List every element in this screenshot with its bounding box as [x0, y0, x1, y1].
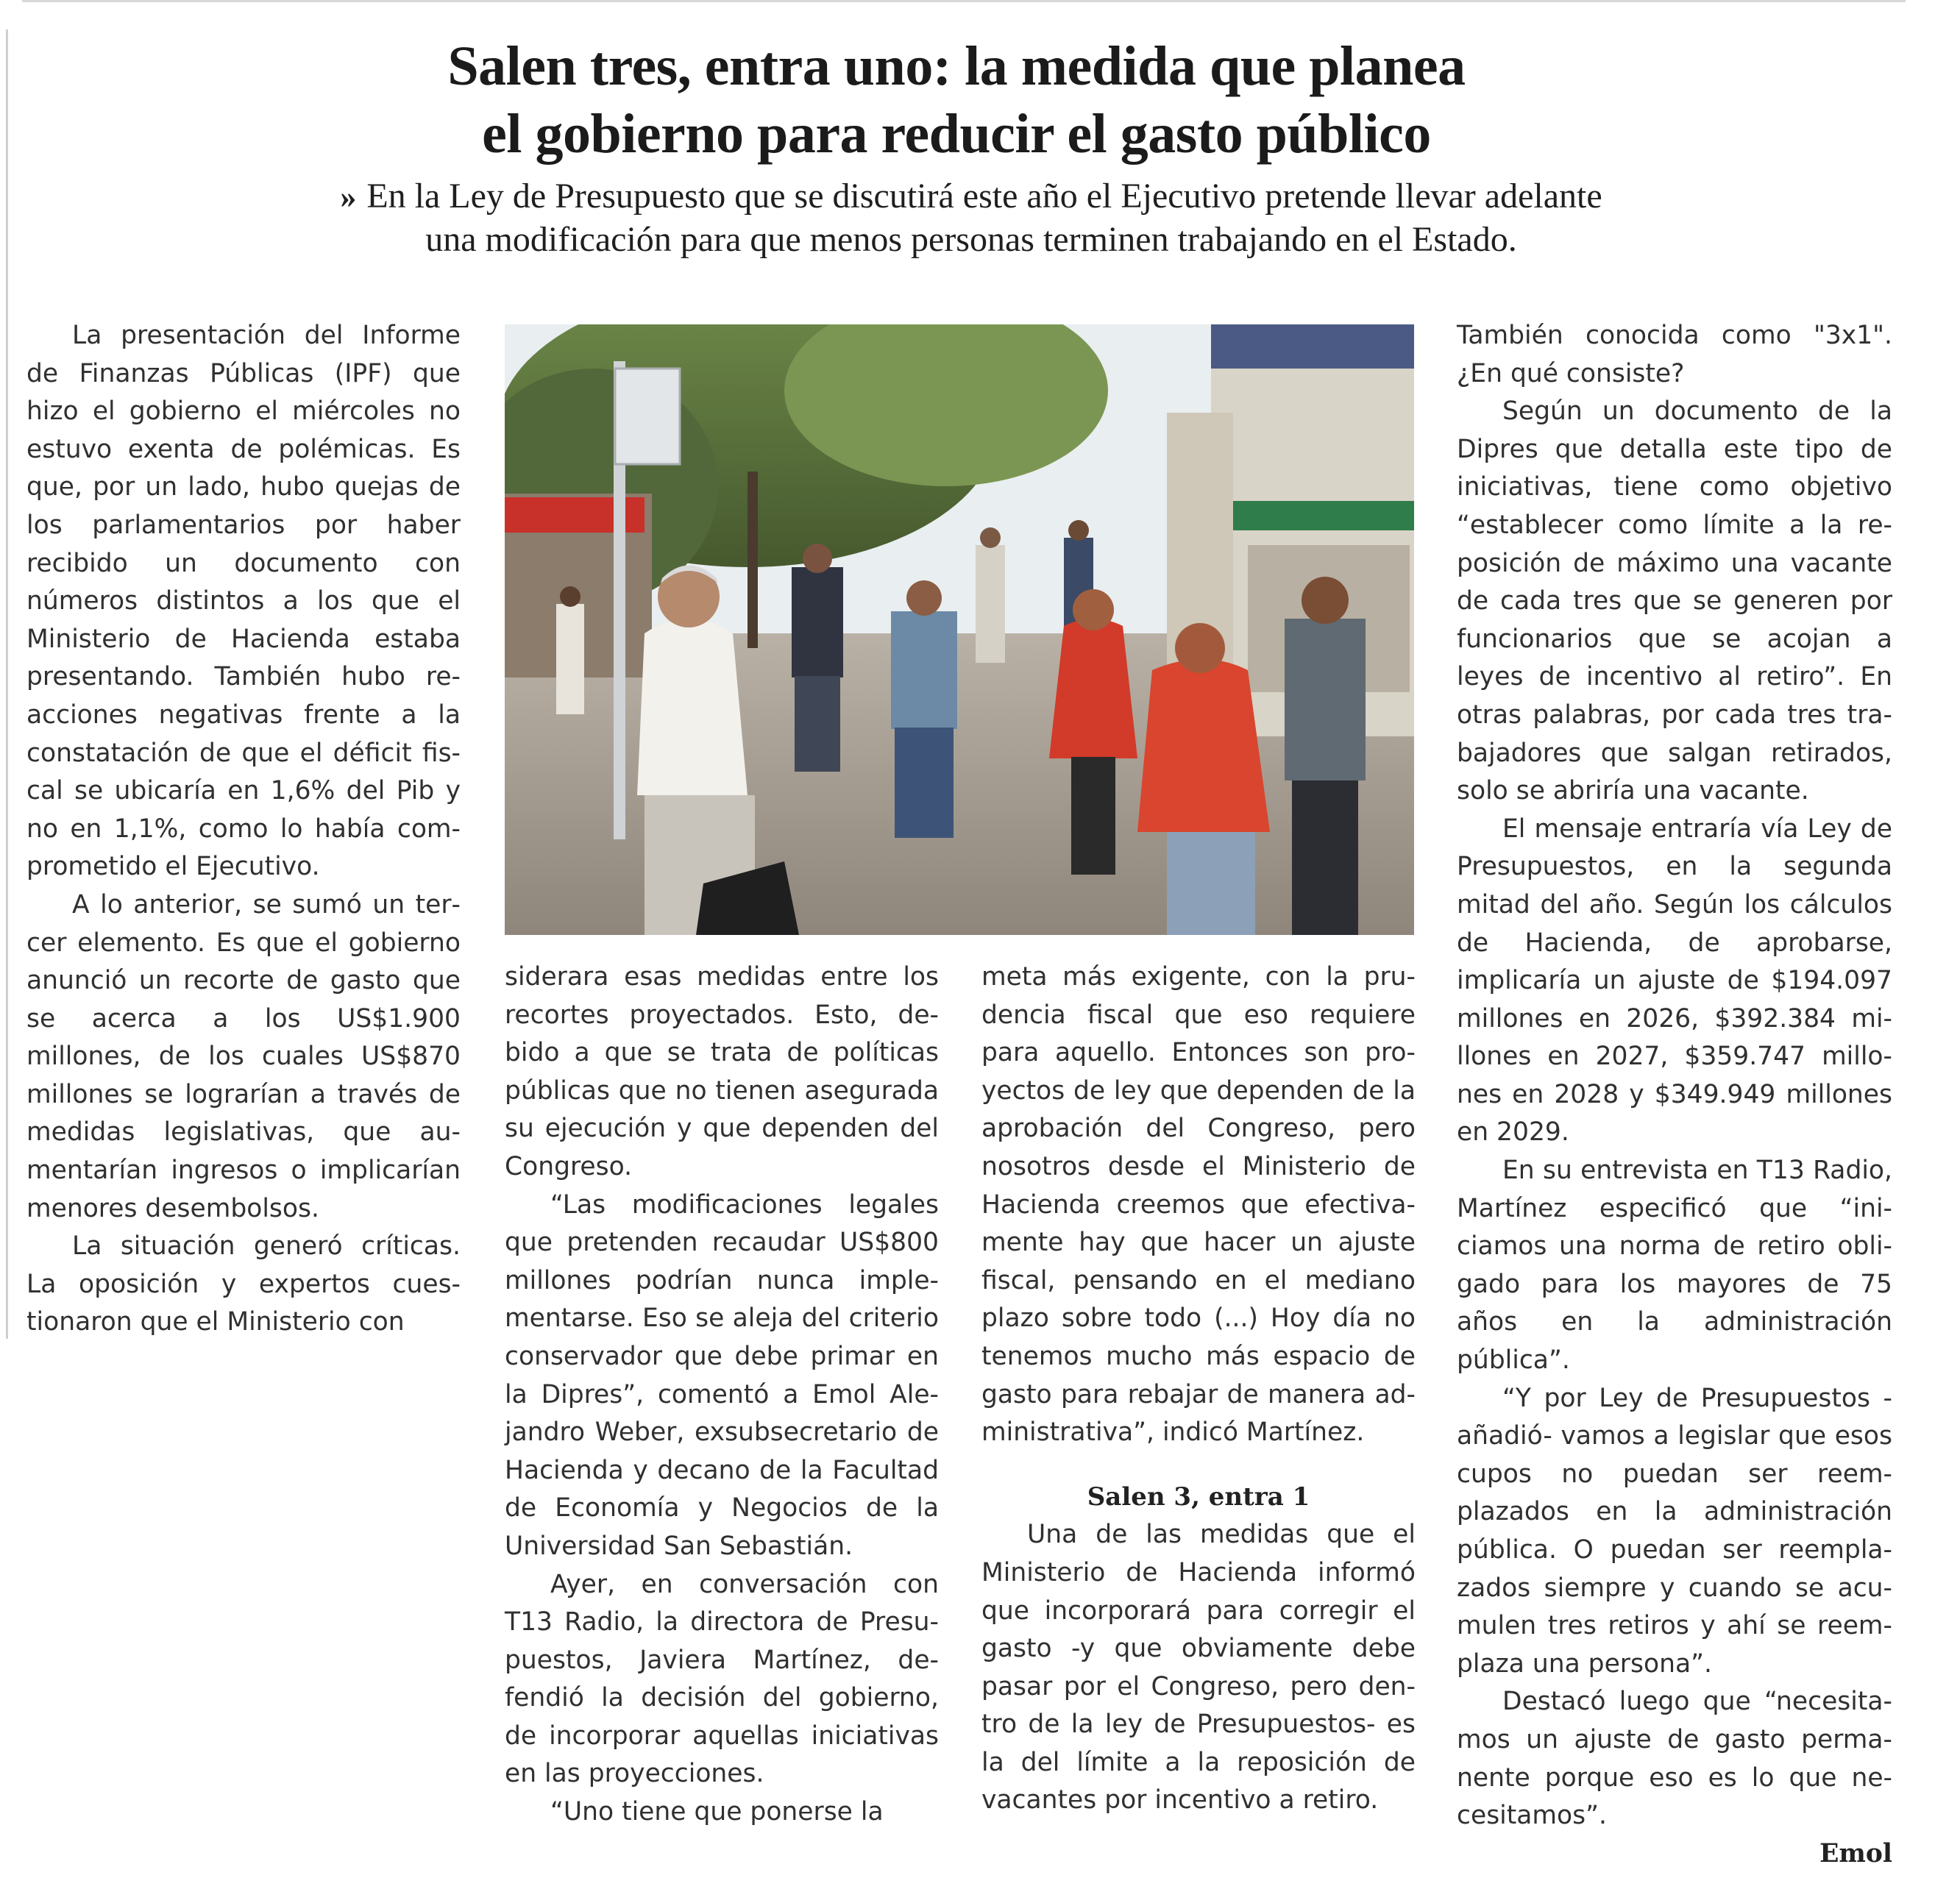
headline-line-1: Salen tres, entra uno: la medida que planea [447, 35, 1466, 97]
paragraph: Destacó luego que “necesitamos un ajuste de gasto permanente porque eso es lo que necesitamos”. [1457, 1687, 1892, 1831]
article-column-1 [26, 317, 461, 1342]
top-rule [22, 0, 1906, 2]
paragraph: También conocida como "3x1". ¿En qué consiste? [1457, 321, 1892, 388]
headline [147, 32, 1766, 168]
article-column-3 [981, 958, 1416, 1820]
paragraph: “Uno tiene que ponerse la [550, 1797, 884, 1827]
deck-line-1: En la Ley de Presupuesto que se discutirá este año el Ejecutivo pretende llevar adelante [366, 177, 1602, 216]
paragraph: En su entrevista en T13 Radio, Martínez especificó que “iniciamos una norma de retiro obligado para los mayores de 75 años en la administración pública”. [1457, 1156, 1892, 1376]
deck [162, 175, 1780, 261]
paragraph: “Y por Ley de Presupuestos -añadió- vamos a legislar que esos cupos no puedan ser reemplazados en la administración pública. O puedan ser reemplazados siempre y cuando se acumulen tres retiros y ahí se reemplaza una persona”. [1457, 1383, 1892, 1679]
paragraph: Ayer, en conversación con T13 Radio, la directora de Presupuestos, Javiera Martínez, defendió la decisión del gobierno, de incorporar aquellas iniciativas en las proyecciones. [505, 1569, 939, 1789]
article-column-4 [1457, 317, 1892, 1873]
paragraph: A lo anterior, se sumó un tercer elemento. Es que el gobierno anunció un recorte de gasto que se acerca a los US$1.900 millones, de los cuales US$870 millones se lograrían a través de medidas legislativas, que aumentarían ingresos o implicarían menores desembolsos. [26, 889, 461, 1223]
byline: Emol [1819, 1838, 1892, 1868]
headline-line-2: el gobierno para reducir el gasto público [482, 103, 1431, 165]
paragraph: Según un documento de la Dipres que detalla este tipo de iniciativas, tiene como objetivo “establecer como límite a la reposición de máximo una vacante de cada tres que se generen por funcionarios que se acojan a leyes de incentivo al retiro”. En otras palabras, por cada tres trabajadores que salgan retirados, solo se abriría una vacante. [1457, 396, 1892, 806]
paragraph: La presentación del Informe de Finanzas Públicas (IPF) que hizo el gobierno el miércoles no estuvo exenta de polémicas. Es que, por un lado, hubo quejas de los parlamentarios por haber recibido un documento con números distintos a los que el Ministerio de Hacienda estaba presentando. También hubo reacciones negativas frente a la constatación de que el déficit fiscal se ubicaría en 1,6% del Pib y no en 1,1%, como lo había comprometido el Ejecutivo. [26, 321, 461, 882]
paragraph: meta más exigente, con la prudencia fiscal que eso requiere para aquello. Entonces son proyectos de ley que dependen de la aprobación del Congreso, pero nosotros desde el Ministerio de Hacienda creemos que efectivamente hay que hacer un ajuste fiscal, pensando en el mediano plazo sobre todo (...) Hoy día no tenemos mucho más espacio de gasto para rebajar de manera administrativa”, indicó Martínez. [981, 962, 1416, 1448]
section-subhead: Salen 3, entra 1 [1087, 1482, 1310, 1512]
deck-line-2: una modificación para que menos personas terminen trabajando en el Estado. [425, 220, 1517, 259]
paragraph: Una de las medidas que el Ministerio de Hacienda informó que incorporará para corregir el gasto -y que obviamente debe pasar por el Congreso, pero dentro de la ley de Presupuestos- es la del límite a la reposición de vacantes por incentivo a retiro. [981, 1520, 1416, 1815]
article-column-2 [505, 958, 939, 1832]
paragraph: siderara esas medidas entre los recortes proyectados. Esto, debido a que se trata de políticas públicas que no tienen asegurada su ejecución y que dependen del Congreso. [505, 962, 939, 1181]
paragraph: La situación generó críticas. La oposición y expertos cuestionaron que el Ministerio con [26, 1231, 461, 1337]
paragraph: El mensaje entraría vía Ley de Presupuestos, en la segunda mitad del año. Según los cálculos de Hacienda, de aprobarse, implicaría un ajuste de $194.097 millones en 2026, $392.384 millones en 2027, $359.747 millones en 2028 y $349.949 millones en 2029. [1457, 814, 1892, 1148]
left-rule [6, 29, 8, 1339]
paragraph: “Las modificaciones legales que pretenden recaudar US$800 millones podrían nunca implementarse. Eso se aleja del criterio conservador que debe primar en la Dipres”, comentó a Emol Alejandro Weber, exsubsecretario de Hacienda y decano de la Facultad de Economía y Negocios de la Universidad San Sebastián. [505, 1189, 939, 1561]
chevron-right-icon: » [340, 179, 357, 215]
street-photo [505, 324, 1414, 935]
